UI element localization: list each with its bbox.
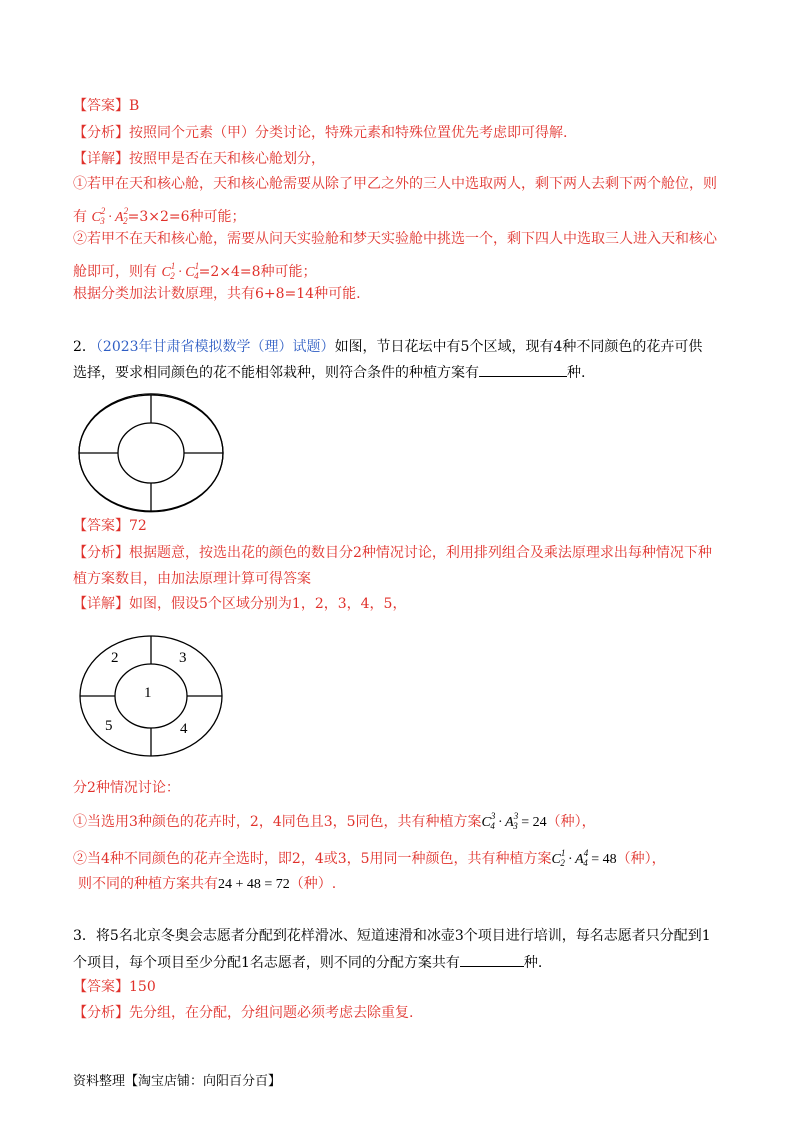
q2-stem2-suffix: 种. [567, 365, 586, 381]
labeled-flower-bed-figure [78, 634, 228, 764]
q2-detail: 如图，假设5个区域分别为1，2，3，4，5， [129, 596, 407, 612]
q1-detail: 按照甲是否在天和核心舱划分， [129, 151, 325, 167]
q1-case1-formula: $C^2_3 \cdot A^2_2$ [91, 206, 129, 226]
analysis-tag: 【分析】 [73, 1005, 129, 1021]
q2-case2-formula: $C^1_2 \cdot A^4_4$ [551, 848, 589, 868]
q2-total-text: 则不同的种植方案共有 [78, 876, 218, 892]
q1-case1-prefix: 有 [73, 209, 87, 225]
region-label-2: 2 [111, 650, 119, 666]
q1-case1-line1: ①若甲在天和核心舱，天和核心舱需要从除了甲乙之外的三人中选取两人，剩下两人去剩下两个舱位，则 [73, 176, 717, 192]
region-label-1: 1 [144, 685, 152, 701]
q1-case2-suffix: 种可能； [260, 264, 317, 280]
detail-tag: 【详解】 [73, 596, 129, 612]
q1-case2-formula: $C^1_2 \cdot C^1_4$ [161, 261, 200, 281]
analysis-tag: 【分析】 [73, 545, 129, 561]
q2-case2-formula-rest: = 48 [591, 852, 617, 867]
q2-case1-formula: $C^3_4 \cdot A^3_3$ [481, 811, 519, 831]
q2-case1-unit: （种）， [546, 814, 596, 830]
q3-stem2-suffix: 种. [523, 955, 543, 971]
q1-analysis-line [73, 123, 567, 143]
q1-case2-prefix: 舱即可，则有 [73, 264, 157, 280]
q1-answer-line [73, 96, 139, 116]
answer-blank [460, 952, 524, 967]
q2-stem-line1 [73, 337, 702, 357]
q3-stem-line1: 3．将5名北京冬奥会志愿者分配到花样滑冰、短道速滑和冰壶3个项目进行培训，每名志愿者只分配到1 [73, 928, 711, 944]
q2-stem1: 如图，节日花坛中有5个区域，现有4种不同颜色的花卉可供 [334, 339, 703, 355]
answer-tag: 【答案】 [73, 98, 129, 114]
q2-source: （2023年甘肃省模拟数学（理）试题） [95, 339, 335, 355]
q1-case2-line2 [73, 256, 317, 286]
region-label-3: 3 [179, 650, 187, 666]
q3-analysis-line [73, 1003, 413, 1023]
q2-total-line [78, 874, 336, 895]
q2-case2-text: ②当4种不同颜色的花卉全选时，即2，4或3，5用同一种颜色，共有种植方案 [73, 851, 552, 867]
q1-case1-formula-rest: =3×2=6 [127, 209, 190, 225]
q3-stem2: 个项目，每个项目至少分配1名志愿者，则不同的分配方案共有 [73, 955, 460, 971]
q3-answer: 150 [129, 979, 156, 995]
q2-answer-line [73, 516, 147, 536]
q2-cases-intro: 分2种情况讨论： [73, 780, 180, 796]
page-footer: 资料整理【淘宝店铺：向阳百分百】 [73, 1074, 282, 1089]
region-label-4: 4 [180, 721, 188, 737]
q2-case1-line [73, 806, 596, 836]
q2-case1-text: ①当选用3种颜色的花卉时，2，4同色且3，5同色，共有种植方案 [73, 814, 482, 830]
q2-case1-formula-rest: = 24 [521, 815, 547, 830]
detail-tag: 【详解】 [73, 151, 129, 167]
answer-blank [479, 362, 567, 377]
answer-tag: 【答案】 [73, 979, 129, 995]
q2-stem2: 选择，要求相同颜色的花不能相邻栽种，则符合条件的种植方案有 [73, 365, 479, 381]
q3-answer-line [73, 977, 156, 997]
q1-analysis: 按照同个元素（甲）分类讨论，特殊元素和特殊位置优先考虑即可得解. [129, 125, 568, 141]
region-label-5: 5 [105, 718, 113, 734]
q2-case2-unit: （种）， [616, 851, 666, 867]
q2-total-formula: 24 + 48 = 72 [218, 877, 290, 892]
q2-number: 2． [73, 339, 96, 355]
q1-summary: 根据分类加法计数原理，共有6+8=14种可能. [73, 286, 361, 302]
q1-case1-line2 [73, 201, 246, 231]
q1-case1-suffix: 种可能； [189, 209, 246, 225]
q2-detail-line [73, 594, 406, 614]
q3-stem-line2 [73, 952, 542, 973]
q2-analysis-line1 [73, 543, 712, 563]
q1-detail-line [73, 149, 325, 169]
answer-tag: 【答案】 [73, 518, 129, 534]
inner-circle [118, 423, 184, 483]
q1-case2-line1: ②若甲不在天和核心舱，需要从问天实验舱和梦天实验舱中挑选一个，剩下四人中选取三人进入天和核心 [73, 231, 717, 247]
q2-answer: 72 [129, 518, 147, 534]
q2-analysis1: 根据题意，按选出花的颜色的数目分2种情况讨论，利用排列组合及乘法原理求出每种情况下种 [129, 545, 712, 561]
q3-analysis: 先分组，在分配，分组问题必须考虑去除重复. [129, 1005, 414, 1021]
q1-answer: B [129, 98, 140, 114]
q2-stem-line2 [73, 362, 585, 383]
q2-total-unit: （种）. [289, 876, 337, 892]
q1-case2-formula-rest: =2×4=8 [198, 264, 261, 280]
analysis-tag: 【分析】 [73, 125, 129, 141]
q2-case2-line [73, 843, 666, 873]
q2-analysis-line2: 植方案数目，由加法原理计算可得答案 [73, 571, 311, 587]
flower-bed-figure [76, 393, 226, 513]
